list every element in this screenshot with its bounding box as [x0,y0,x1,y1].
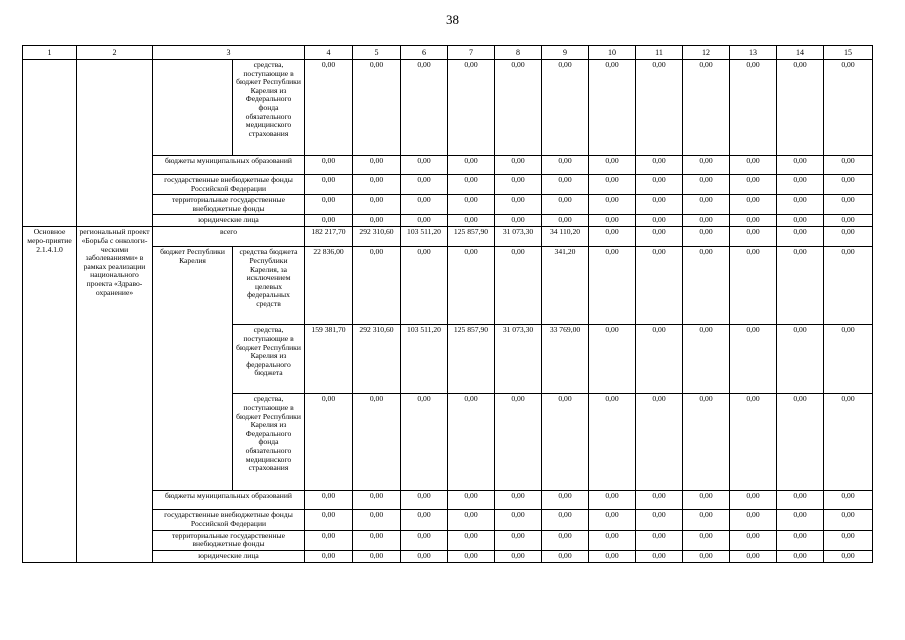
value-cell: 0,00 [636,491,683,510]
value-cell: 341,20 [542,247,589,325]
value-cell: 0,00 [683,491,730,510]
header-cell: 10 [589,46,636,60]
value-cell: 0,00 [353,394,401,491]
table-row [23,227,873,247]
value-cell: 0,00 [401,247,448,325]
value-cell: 0,00 [589,325,636,394]
source-label: территориальные государственные внебюджетные фонды [153,195,305,215]
value-cell: 0,00 [730,247,777,325]
value-cell: 0,00 [824,394,873,491]
value-cell: 182 217,70 [305,227,353,247]
value-cell: 0,00 [636,195,683,215]
value-cell: 0,00 [636,60,683,156]
value-cell: 0,00 [542,60,589,156]
value-cell: 0,00 [777,510,824,530]
value-cell: 0,00 [730,394,777,491]
value-cell: 0,00 [448,156,495,175]
value-cell: 0,00 [448,530,495,550]
value-cell: 0,00 [636,156,683,175]
value-cell: 0,00 [542,491,589,510]
value-cell: 103 511,20 [401,325,448,394]
header-cell: 13 [730,46,777,60]
value-cell: 0,00 [495,510,542,530]
value-cell: 0,00 [730,510,777,530]
value-cell: 0,00 [305,175,353,195]
source-label: средства, поступающие в бюджет Республики Карелия из федерального бюджета [233,325,305,394]
value-cell: 0,00 [589,175,636,195]
value-cell: 0,00 [542,195,589,215]
header-cell: 12 [683,46,730,60]
value-cell: 0,00 [683,247,730,325]
value-cell: 0,00 [401,550,448,562]
value-cell: 0,00 [824,550,873,562]
value-cell: 33 769,00 [542,325,589,394]
source-label: государственные внебюджетные фонды Российской Федерации [153,510,305,530]
value-cell: 0,00 [542,394,589,491]
value-cell: 0,00 [448,247,495,325]
value-cell: 0,00 [305,510,353,530]
value-cell: 0,00 [777,325,824,394]
value-cell: 0,00 [495,394,542,491]
value-cell: 0,00 [777,195,824,215]
value-cell: 103 511,20 [401,227,448,247]
value-cell: 0,00 [824,175,873,195]
value-cell: 0,00 [305,530,353,550]
value-cell: 0,00 [777,550,824,562]
value-cell: 0,00 [730,175,777,195]
value-cell: 0,00 [401,60,448,156]
table-row [23,60,873,156]
value-cell: 0,00 [353,195,401,215]
header-cell: 5 [353,46,401,60]
value-cell: 0,00 [495,530,542,550]
value-cell: 0,00 [589,227,636,247]
value-cell: 0,00 [683,60,730,156]
value-cell: 0,00 [589,394,636,491]
value-cell: 0,00 [353,60,401,156]
value-cell: 0,00 [495,491,542,510]
value-cell: 0,00 [683,195,730,215]
value-cell: 0,00 [636,550,683,562]
value-cell: 0,00 [636,530,683,550]
value-cell: 0,00 [730,550,777,562]
value-cell: 0,00 [589,156,636,175]
header-cell: 14 [777,46,824,60]
value-cell: 0,00 [542,175,589,195]
value-cell: 0,00 [636,227,683,247]
value-cell: 0,00 [730,491,777,510]
value-cell: 0,00 [401,491,448,510]
value-cell: 31 073,30 [495,227,542,247]
value-cell: 0,00 [824,156,873,175]
header-cell: 2 [77,46,153,60]
value-cell: 0,00 [495,156,542,175]
value-cell: 0,00 [305,394,353,491]
header-cell: 1 [23,46,77,60]
value-cell: 0,00 [589,60,636,156]
value-cell: 0,00 [353,247,401,325]
value-cell: 0,00 [448,175,495,195]
value-cell: 0,00 [495,195,542,215]
value-cell: 0,00 [777,215,824,227]
value-cell: 0,00 [305,156,353,175]
value-cell: 0,00 [353,215,401,227]
value-cell: 0,00 [305,195,353,215]
value-cell: 0,00 [448,195,495,215]
value-cell: 0,00 [353,530,401,550]
value-cell: 0,00 [401,175,448,195]
value-cell: 0,00 [542,510,589,530]
value-cell: 0,00 [353,156,401,175]
empty-cell [23,60,77,227]
value-cell: 0,00 [401,510,448,530]
source-label: всего [153,227,305,247]
value-cell: 0,00 [448,215,495,227]
value-cell: 125 857,90 [448,325,495,394]
value-cell: 0,00 [305,491,353,510]
value-cell: 0,00 [353,510,401,530]
value-cell: 0,00 [683,510,730,530]
value-cell: 0,00 [495,215,542,227]
value-cell: 0,00 [730,60,777,156]
value-cell: 0,00 [777,156,824,175]
value-cell: 0,00 [777,530,824,550]
value-cell: 22 836,00 [305,247,353,325]
value-cell: 159 381,70 [305,325,353,394]
value-cell: 0,00 [448,394,495,491]
value-cell: 0,00 [589,550,636,562]
header-cell: 3 [153,46,305,60]
value-cell: 0,00 [730,156,777,175]
value-cell: 0,00 [401,394,448,491]
value-cell: 0,00 [495,247,542,325]
value-cell: 0,00 [636,215,683,227]
value-cell: 0,00 [353,491,401,510]
value-cell: 0,00 [777,491,824,510]
value-cell: 0,00 [777,247,824,325]
value-cell: 0,00 [589,247,636,325]
value-cell: 0,00 [448,510,495,530]
value-cell: 0,00 [683,325,730,394]
value-cell: 0,00 [683,156,730,175]
value-cell: 0,00 [636,175,683,195]
empty-cell [153,60,233,156]
value-cell: 0,00 [589,510,636,530]
value-cell: 0,00 [777,60,824,156]
value-cell: 0,00 [824,195,873,215]
value-cell: 0,00 [636,394,683,491]
value-cell: 0,00 [542,156,589,175]
value-cell: 0,00 [777,175,824,195]
value-cell: 0,00 [683,175,730,195]
header-cell: 4 [305,46,353,60]
value-cell: 292 310,60 [353,227,401,247]
value-cell: 0,00 [448,491,495,510]
source-label: юридические лица [153,550,305,562]
value-cell: 0,00 [542,530,589,550]
value-cell: 0,00 [636,510,683,530]
source-label: бюджет Республики Карелия [153,247,233,491]
source-label: средства, поступающие в бюджет Республики Карелия из Федерального фонда обязательного медицинского страхования [233,60,305,156]
value-cell: 0,00 [824,60,873,156]
value-cell: 0,00 [683,215,730,227]
value-cell: 0,00 [401,195,448,215]
value-cell: 0,00 [683,530,730,550]
value-cell: 0,00 [495,175,542,195]
value-cell: 292 310,60 [353,325,401,394]
value-cell: 0,00 [683,394,730,491]
header-cell: 7 [448,46,495,60]
value-cell: 0,00 [305,60,353,156]
value-cell: 0,00 [353,550,401,562]
measure-name: региональный проект «Борьба с онкологи-ческими заболеваниями» в рамках реализации национального проекта «Здраво-охранение» [77,227,153,562]
source-label: бюджеты муниципальных образований [153,491,305,510]
value-cell: 0,00 [448,550,495,562]
source-label: юридические лица [153,215,305,227]
value-cell: 0,00 [353,175,401,195]
value-cell: 0,00 [589,195,636,215]
value-cell: 0,00 [495,550,542,562]
header-cell: 11 [636,46,683,60]
value-cell: 0,00 [730,215,777,227]
value-cell: 0,00 [305,215,353,227]
value-cell: 0,00 [730,530,777,550]
value-cell: 0,00 [589,530,636,550]
header-cell: 15 [824,46,873,60]
value-cell: 0,00 [589,491,636,510]
value-cell: 0,00 [777,394,824,491]
source-label: бюджеты муниципальных образований [153,156,305,175]
source-label: средства бюджета Республики Карелия, за исключением целевых федеральных средств [233,247,305,325]
value-cell: 0,00 [448,60,495,156]
value-cell: 0,00 [401,530,448,550]
header-cell: 8 [495,46,542,60]
value-cell: 0,00 [824,227,873,247]
value-cell: 31 073,30 [495,325,542,394]
value-cell: 125 857,90 [448,227,495,247]
empty-cell [77,60,153,227]
header-cell: 6 [401,46,448,60]
value-cell: 0,00 [777,227,824,247]
value-cell: 0,00 [636,325,683,394]
value-cell: 0,00 [542,550,589,562]
column-number-row [23,46,873,60]
budget-table [22,45,873,563]
source-label: территориальные государственные внебюджетные фонды [153,530,305,550]
value-cell: 34 110,20 [542,227,589,247]
page-number: 38 [446,12,459,27]
value-cell: 0,00 [401,215,448,227]
value-cell: 0,00 [683,227,730,247]
value-cell: 0,00 [824,530,873,550]
value-cell: 0,00 [542,215,589,227]
value-cell: 0,00 [683,550,730,562]
value-cell: 0,00 [824,491,873,510]
value-cell: 0,00 [824,215,873,227]
value-cell: 0,00 [636,247,683,325]
value-cell: 0,00 [824,247,873,325]
value-cell: 0,00 [730,227,777,247]
value-cell: 0,00 [589,215,636,227]
source-label: государственные внебюджетные фонды Российской Федерации [153,175,305,195]
source-label: средства, поступающие в бюджет Республики Карелия из Федерального фонда обязательного медицинского страхования [233,394,305,491]
header-cell: 9 [542,46,589,60]
value-cell: 0,00 [730,325,777,394]
value-cell: 0,00 [305,550,353,562]
value-cell: 0,00 [495,60,542,156]
value-cell: 0,00 [730,195,777,215]
value-cell: 0,00 [824,510,873,530]
measure-code: Основное меро-приятие 2.1.4.1.0 [23,227,77,562]
value-cell: 0,00 [401,156,448,175]
value-cell: 0,00 [824,325,873,394]
